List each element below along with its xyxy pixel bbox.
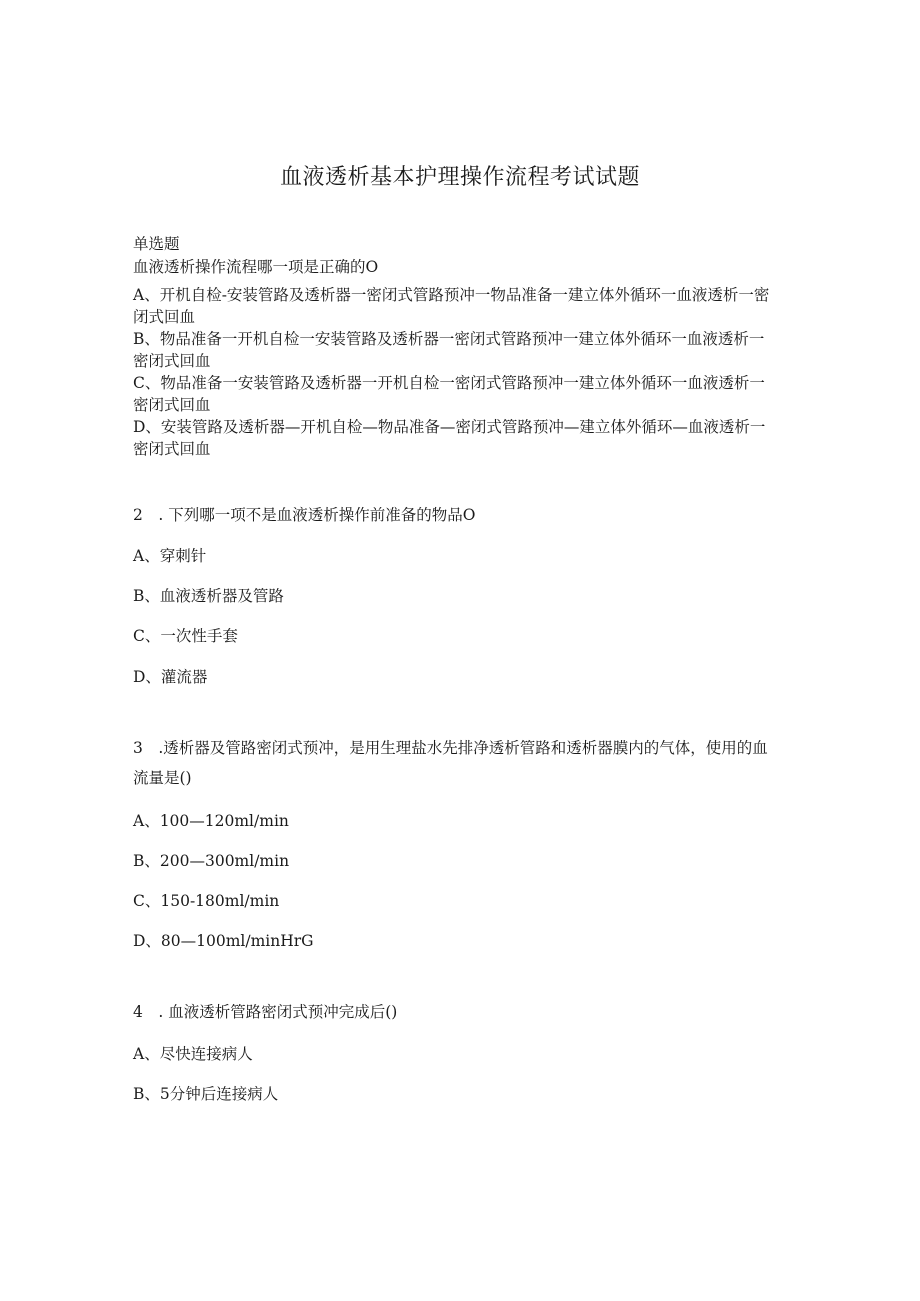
question-2-stem: 2 . 下列哪一项不是血液透析操作前准备的物品O bbox=[133, 506, 476, 524]
question-4-stem: 4 . 血液透析管路密闭式预冲完成后() bbox=[133, 1003, 398, 1021]
question-2-option-d: D、灌流器 bbox=[133, 668, 208, 686]
question-1-stem: 血液透析操作流程哪一项是正确的O bbox=[133, 258, 379, 276]
question-3-stem: 3 .透析器及管路密闭式预冲，是用生理盐水先排净透析管路和透析器膜内的气体，使用的血流量是() bbox=[133, 739, 768, 787]
question-4-option-a: A、尽快连接病人 bbox=[133, 1045, 253, 1063]
question-4-option-b: B、5分钟后连接病人 bbox=[133, 1085, 279, 1103]
question-1-option-d: D、安装管路及透析器—开机自检—物品准备—密闭式管路预冲—建立体外循环—血液透析一密闭式回血 bbox=[133, 418, 766, 458]
question-1-option-b: B、物品准备一开机自检一安装管路及透析器一密闭式管路预冲一建立体外循环一血液透析一密闭式回血 bbox=[133, 330, 765, 370]
question-3-option-c: C、150-180ml∕min bbox=[133, 892, 280, 910]
question-1-option-a: A、开机自检-安装管路及透析器一密闭式管路预冲一物品准备一建立体外循环一血液透析一密闭式回血 bbox=[133, 286, 770, 326]
question-3-option-a: A、100—120ml∕min bbox=[133, 812, 289, 830]
question-1-option-c: C、物品准备一安装管路及透析器一开机自检一密闭式管路预冲一建立体外循环一血液透析一密闭式回血 bbox=[133, 374, 765, 414]
question-3-option-d: D、80—100ml∕minHrG bbox=[133, 932, 314, 950]
question-3-option-b: B、200—300ml∕min bbox=[133, 852, 290, 870]
section-label: 单选题 bbox=[133, 235, 180, 253]
question-2-option-a: A、穿刺针 bbox=[133, 547, 207, 565]
question-2-option-c: C、一次性手套 bbox=[133, 627, 238, 645]
question-2-option-b: B、血液透析器及管路 bbox=[133, 587, 284, 605]
page-title: 血液透析基本护理操作流程考试试题 bbox=[279, 165, 640, 190]
